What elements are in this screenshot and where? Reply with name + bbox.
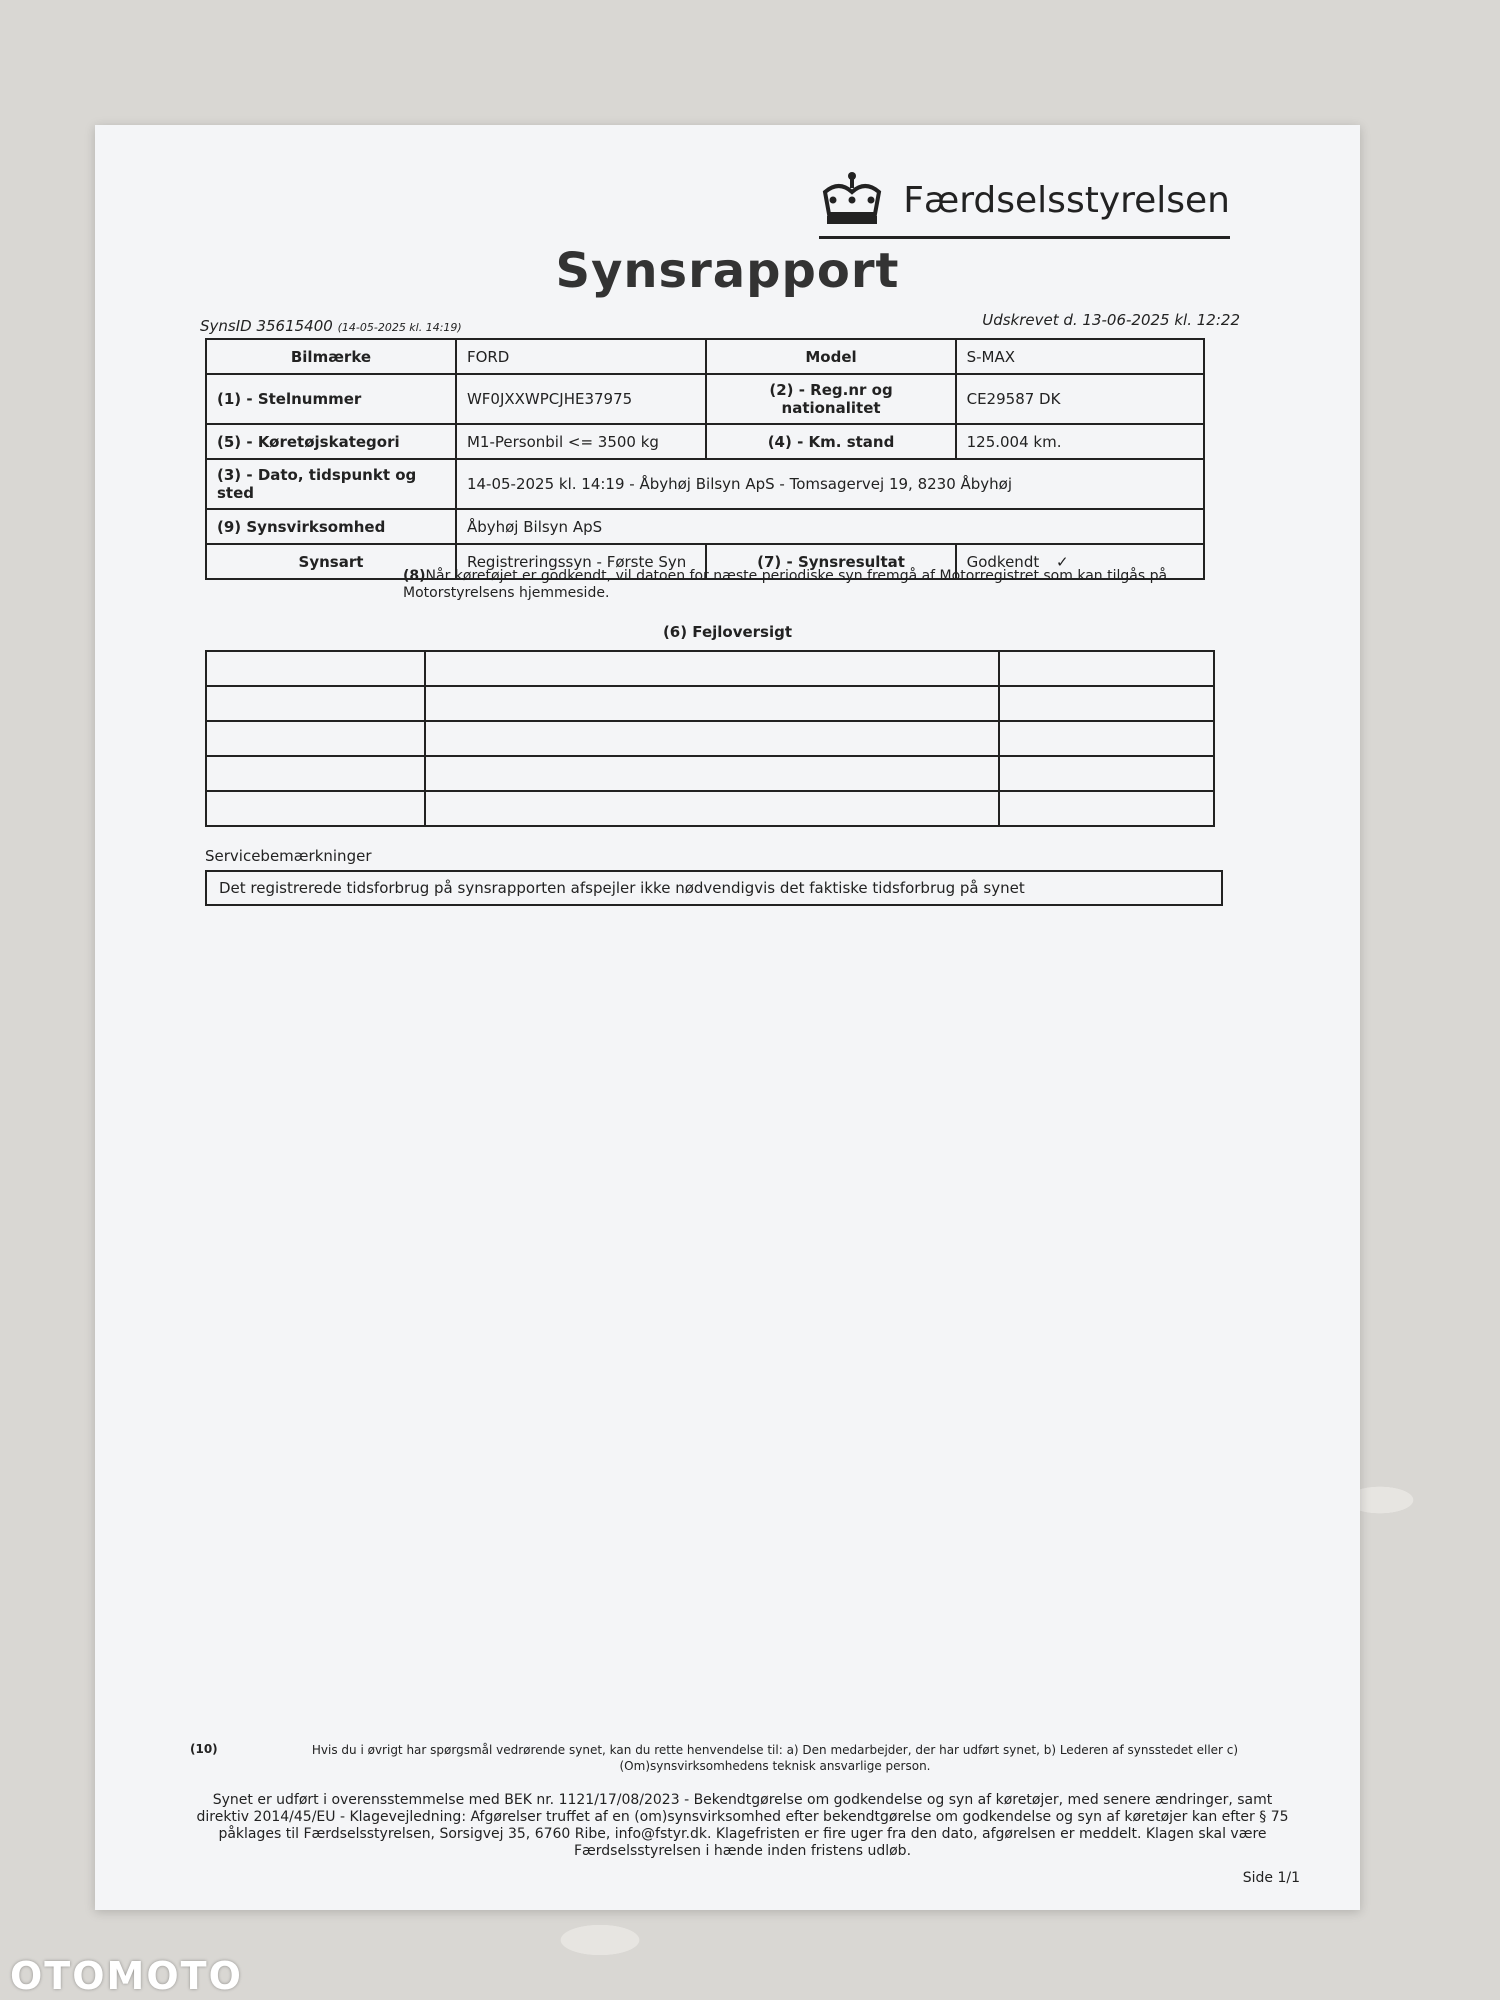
stelnummer-value: WF0JXXWPCJHE37975: [456, 374, 707, 424]
table-cell: [206, 791, 425, 826]
bilmaerke-value: FORD: [456, 339, 707, 374]
model-value: S-MAX: [956, 339, 1204, 374]
resultat-label: (7) - Synsresultat: [706, 544, 955, 579]
note-text: Når køretøjet er godkendt, vil datoen for næste periodiske syn fremgå af Motorregistret som kan tilgås på Motorstyrelsens hjemmeside.: [403, 568, 1168, 601]
table-cell: [425, 686, 999, 721]
agency-logo: [819, 170, 1230, 239]
document-title: Synsrapport: [555, 243, 900, 299]
printed-date: Udskrevet d. 13-06-2025 kl. 12:22: [982, 311, 1240, 329]
footer-questions: Hvis du i øvrigt har spørgsmål vedrørende synet, kan du rette henvendelse til: a) Den medarbejder, der har udført synet, b) Lederen af synsstedet eller c) (Om)synsvirksomhedens teknisk ansvarlige person.: [311, 1743, 1239, 1773]
model-label: Model: [706, 339, 955, 374]
checkmark-icon: ✓: [1056, 552, 1069, 571]
km-label: (4) - Km. stand: [706, 424, 955, 459]
table-row: [206, 459, 1204, 509]
table-row: [206, 686, 1214, 721]
table-row: [206, 424, 1204, 459]
synsid-label: SynsID 35615400: [200, 317, 333, 335]
table-cell: [999, 686, 1214, 721]
table-row: [206, 339, 1204, 374]
table-cell: [425, 756, 999, 791]
note-number: (8): [403, 568, 426, 584]
bilmaerke-label: Bilmærke: [206, 339, 456, 374]
kategori-value: M1-Personbil <= 3500 kg: [456, 424, 707, 459]
crown-icon: [819, 170, 885, 230]
virksomhed-value: Åbyhøj Bilsyn ApS: [456, 509, 1204, 544]
virksomhed-label: (9) Synsvirksomhed: [206, 509, 456, 544]
kategori-label: (5) - Køretøjskategori: [206, 424, 456, 459]
table-cell: [999, 791, 1214, 826]
document-page: [95, 125, 1360, 1910]
table-row: [206, 791, 1214, 826]
table-row: [206, 374, 1204, 424]
table-cell: [206, 686, 425, 721]
regnr-value: CE29587 DK: [956, 374, 1204, 424]
stelnummer-label: (1) - Stelnummer: [206, 374, 456, 424]
table-row: [206, 756, 1214, 791]
fejl-title: (6) Fejloversigt: [662, 623, 793, 641]
service-remark: Det registrerede tidsforbrug på synsrapporten afspejler ikke nødvendigvis det faktiske tidsforbrug på synet: [205, 870, 1223, 906]
table-cell: [206, 756, 425, 791]
otomoto-watermark: OTOMOTO: [10, 1954, 243, 1998]
fejl-table: [205, 650, 1215, 827]
table-cell: [425, 721, 999, 756]
table-cell: [425, 651, 999, 686]
vehicle-info-table: [205, 338, 1205, 580]
table-row: [206, 651, 1214, 686]
table-cell: [425, 791, 999, 826]
regnr-label: (2) - Reg.nr og nationalitet: [706, 374, 955, 424]
table-cell: [206, 651, 425, 686]
service-label: Servicebemærkninger: [205, 847, 372, 865]
table-cell: [206, 721, 425, 756]
dato-value: 14-05-2025 kl. 14:19 - Åbyhøj Bilsyn ApS - Tomsagervej 19, 8230 Åbyhøj: [456, 459, 1204, 509]
agency-name: Færdselsstyrelsen: [903, 179, 1230, 221]
table-cell: [999, 756, 1214, 791]
table-row: [206, 509, 1204, 544]
footer-number: (10): [190, 1742, 218, 1756]
table-cell: [999, 651, 1214, 686]
synsart-value: Registreringssyn - Første Syn: [456, 544, 707, 579]
table-cell: [999, 721, 1214, 756]
km-value: 125.004 km.: [956, 424, 1204, 459]
resultat-value: Godkendt: [966, 552, 1040, 571]
dato-label: (3) - Dato, tidspunkt og sted: [206, 459, 456, 509]
synsart-label: Synsart: [206, 544, 456, 579]
table-row: [206, 721, 1214, 756]
approval-note: [403, 568, 1203, 602]
synsid-time: (14-05-2025 kl. 14:19): [337, 321, 462, 334]
footer-legal: Synet er udført i overensstemmelse med BEK nr. 1121/17/08/2023 - Bekendtgørelse om godkendelse og syn af køretøjer, med senere ændringer, samt direktiv 2014/45/EU - Klagevejledning: Afgørelser truffet af en (om)synsvirksomhed efter bekendtgørelse om godkendelse og syn af køretøjer kan efter § 75 påklages til Færdselsstyrelsen, Sorsigvej 35, 6760 Ribe, info@fstyr.dk. Klagefristen er fire uger fra den dato, afgørelsen er meddelt. Klagen skal være Færdselsstyrelsen i hænde inden fristens udløb.: [196, 1792, 1289, 1859]
page-number: Side 1/1: [1242, 1870, 1300, 1886]
synsid: [200, 317, 462, 335]
